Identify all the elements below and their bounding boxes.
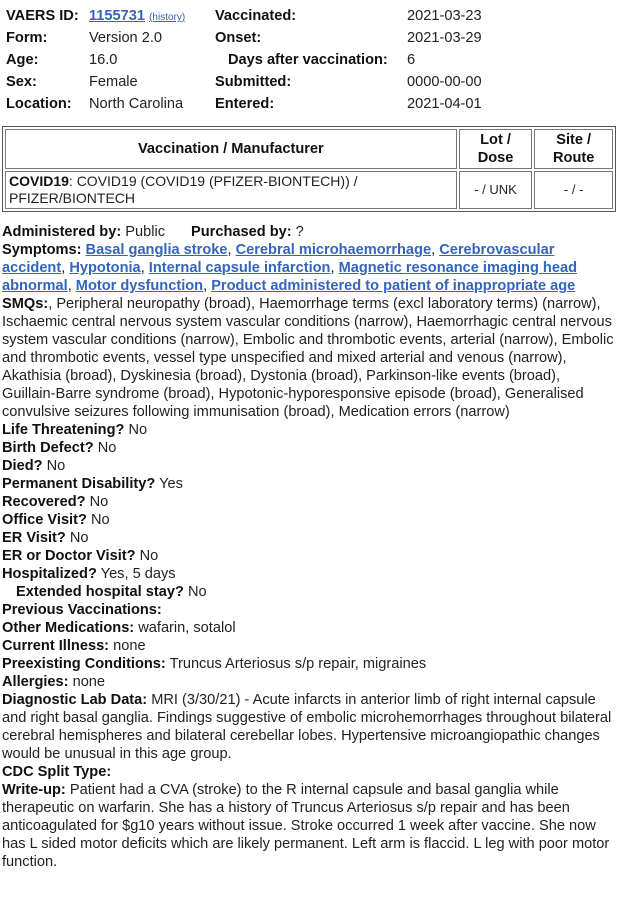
preexisting-line <box>2 655 616 673</box>
sex-label: Sex: <box>6 74 37 90</box>
col-site-route <box>534 129 613 169</box>
administered-line <box>2 223 616 241</box>
er-doctor-label: ER or Doctor Visit? <box>2 548 136 564</box>
extended-stay-label: Extended hospital stay? <box>16 584 184 600</box>
site-route-cell: - / - <box>534 171 613 209</box>
vaccine-cell <box>5 171 457 209</box>
symptom-link[interactable]: Cerebral microhaemorrhage <box>235 242 432 258</box>
administered-value: Public <box>125 224 166 240</box>
life-threatening-value: No <box>128 422 148 438</box>
er-doctor-line <box>2 547 616 565</box>
col-lot-dose <box>459 129 533 169</box>
report-header <box>0 0 618 120</box>
birth-defect-line <box>2 439 616 457</box>
vaers-id-line <box>89 7 185 27</box>
hospitalized-line <box>2 565 616 583</box>
days-value: 6 <box>407 52 416 68</box>
current-illness-line <box>2 637 616 655</box>
col-vaccination-manufacturer: Vaccination / Manufacturer <box>5 129 457 169</box>
smqs-label: SMQs: <box>2 296 49 312</box>
smqs-line <box>2 295 616 421</box>
life-threatening-line <box>2 421 616 439</box>
other-medications-value: wafarin, sotalol <box>138 620 236 636</box>
location-value: North Carolina <box>89 96 184 112</box>
col-lot-label: Lot / <box>480 132 511 148</box>
allergies-line <box>2 673 616 691</box>
office-visit-value: No <box>90 512 110 528</box>
symptoms-line: Symptoms: Basal ganglia stroke, Cerebral microhaemorrhage, Cerebrovascular accident, Hypotonia, Internal capsule infarction, Magnetic resonance imaging head abnormal, Motor dysfunction, Product administered to patient of inappropriate age <box>2 242 577 294</box>
disability-label: Permanent Disability? <box>2 476 156 492</box>
vaers-id-link[interactable]: 1155731 <box>89 8 146 24</box>
recovered-line <box>2 493 616 511</box>
previous-vaccinations-line <box>2 601 616 619</box>
table-row <box>5 171 613 209</box>
symptom-link[interactable]: Cerebrovascular accident <box>2 242 555 276</box>
history-link[interactable]: (history) <box>149 12 186 23</box>
cdc-split-line <box>2 763 616 781</box>
hospitalized-value: Yes, 5 days <box>100 566 176 582</box>
age-label: Age: <box>6 52 39 68</box>
er-visit-value: No <box>69 530 89 546</box>
age-value: 16.0 <box>89 52 118 68</box>
vaccinated-label: Vaccinated: <box>215 8 297 24</box>
er-visit-label: ER Visit? <box>2 530 66 546</box>
cdc-split-label: CDC Split Type: <box>2 764 112 780</box>
disability-line <box>2 475 616 493</box>
hospitalized-label: Hospitalized? <box>2 566 97 582</box>
er-visit-line <box>2 529 616 547</box>
form-label: Form: <box>6 30 48 46</box>
col-dose-label: Dose <box>477 150 514 166</box>
col-route-label: Route <box>552 150 595 166</box>
submitted-value: 0000-00-00 <box>407 74 482 90</box>
other-medications-line <box>2 619 616 637</box>
symptom-link[interactable]: Motor dysfunction <box>75 278 204 294</box>
died-line <box>2 457 616 475</box>
previous-vaccinations-label: Previous Vaccinations: <box>2 602 162 618</box>
submitted-label: Submitted: <box>215 74 292 90</box>
writeup-line <box>2 781 616 871</box>
vaccine-description: : COVID19 (COVID19 (PFIZER-BIONTECH)) / PFIZER/BIONTECH <box>9 173 358 206</box>
administered-label: Administered by: <box>2 224 122 240</box>
current-illness-value: none <box>113 638 146 654</box>
preexisting-value: Truncus Arteriosus s/p repair, migraines <box>169 656 427 672</box>
vaccinated-value: 2021-03-23 <box>407 8 482 24</box>
current-illness-label: Current Illness: <box>2 638 110 654</box>
birth-defect-label: Birth Defect? <box>2 440 94 456</box>
er-doctor-value: No <box>139 548 159 564</box>
died-label: Died? <box>2 458 43 474</box>
preexisting-label: Preexisting Conditions: <box>2 656 166 672</box>
days-label: Days after vaccination: <box>228 52 388 68</box>
life-threatening-label: Life Threatening? <box>2 422 125 438</box>
table-header-row <box>5 129 613 169</box>
form-value: Version 2.0 <box>89 30 163 46</box>
recovered-value: No <box>89 494 109 510</box>
col-site-label: Site / <box>556 132 592 148</box>
writeup-value: Patient had a CVA (stroke) to the R internal capsule and basal ganglia while therapeutic on warfarin. She has a history of Truncus Arteriosus s/p repair and has been anticoagulated for $g10 years without issue. Stroke occurred 1 week after vaccine. She now has L sided motor deficits which are likely permanent. Left arm is flaccid. L leg with poor motor function. <box>2 782 610 870</box>
entered-label: Entered: <box>215 96 275 112</box>
entered-value: 2021-04-01 <box>407 96 482 112</box>
symptoms-label: Symptoms: <box>2 242 82 258</box>
smqs-value: , Peripheral neuropathy (broad), Haemorrhage terms (excl laboratory terms) (narrow), Ischaemic central nervous system vascular conditions (narrow), Haemorrhagic central nervous system vascular conditions (narrow), Embolic and thrombotic events, arterial (narrow), Embolic and thrombotic events, vessel type unspecified and mixed arterial and venous (narrow), Akathisia (broad), Dyskinesia (broad), Dystonia (broad), Parkinson-like events (broad), Guillain-Barre syndrome (broad), Hypotonic-hyporesponsive episode (broad), Generalised convulsive seizures following immunisation (broad), Medication errors (narrow) <box>2 296 614 420</box>
vaccination-table <box>2 126 616 212</box>
writeup-label: Write-up: <box>2 782 66 798</box>
lab-data-line <box>2 691 616 763</box>
onset-value: 2021-03-29 <box>407 30 482 46</box>
recovered-label: Recovered? <box>2 494 86 510</box>
lab-data-label: Diagnostic Lab Data: <box>2 692 148 708</box>
extended-stay-line <box>2 583 616 601</box>
vaccine-type: COVID19 <box>9 173 69 189</box>
purchased-label: Purchased by: <box>191 224 292 240</box>
location-label: Location: <box>6 96 72 112</box>
died-value: No <box>46 458 66 474</box>
other-medications-label: Other Medications: <box>2 620 135 636</box>
report-details <box>2 223 616 871</box>
office-visit-label: Office Visit? <box>2 512 87 528</box>
sex-value: Female <box>89 74 138 90</box>
purchased-value: ? <box>295 224 304 240</box>
vaers-id-label: VAERS ID: <box>6 8 79 24</box>
symptom-link[interactable]: Hypotonia <box>69 260 141 276</box>
extended-stay-value: No <box>187 584 207 600</box>
disability-value: Yes <box>159 476 183 492</box>
lab-data-value: MRI (3/30/21) - Acute infarcts in anterior limb of right internal capsule and right basal ganglia. Findings suggestive of embolic microhemorrhages throughout bilateral cerebral hemispheres and bilateral cerebellar lobes. Hypertensive microangiopathic changes would be unusual in this age group. <box>2 692 612 762</box>
symptom-link[interactable]: Basal ganglia stroke <box>85 242 228 258</box>
symptom-link[interactable]: Magnetic resonance imaging head abnormal <box>2 260 577 294</box>
onset-label: Onset: <box>215 30 262 46</box>
allergies-label: Allergies: <box>2 674 69 690</box>
symptom-link[interactable]: Internal capsule infarction <box>148 260 331 276</box>
allergies-value: none <box>72 674 106 690</box>
office-visit-line <box>2 511 616 529</box>
symptom-link[interactable]: Product administered to patient of inappropriate age <box>211 278 576 294</box>
birth-defect-value: No <box>97 440 117 456</box>
lot-dose-cell: - / UNK <box>459 171 533 209</box>
